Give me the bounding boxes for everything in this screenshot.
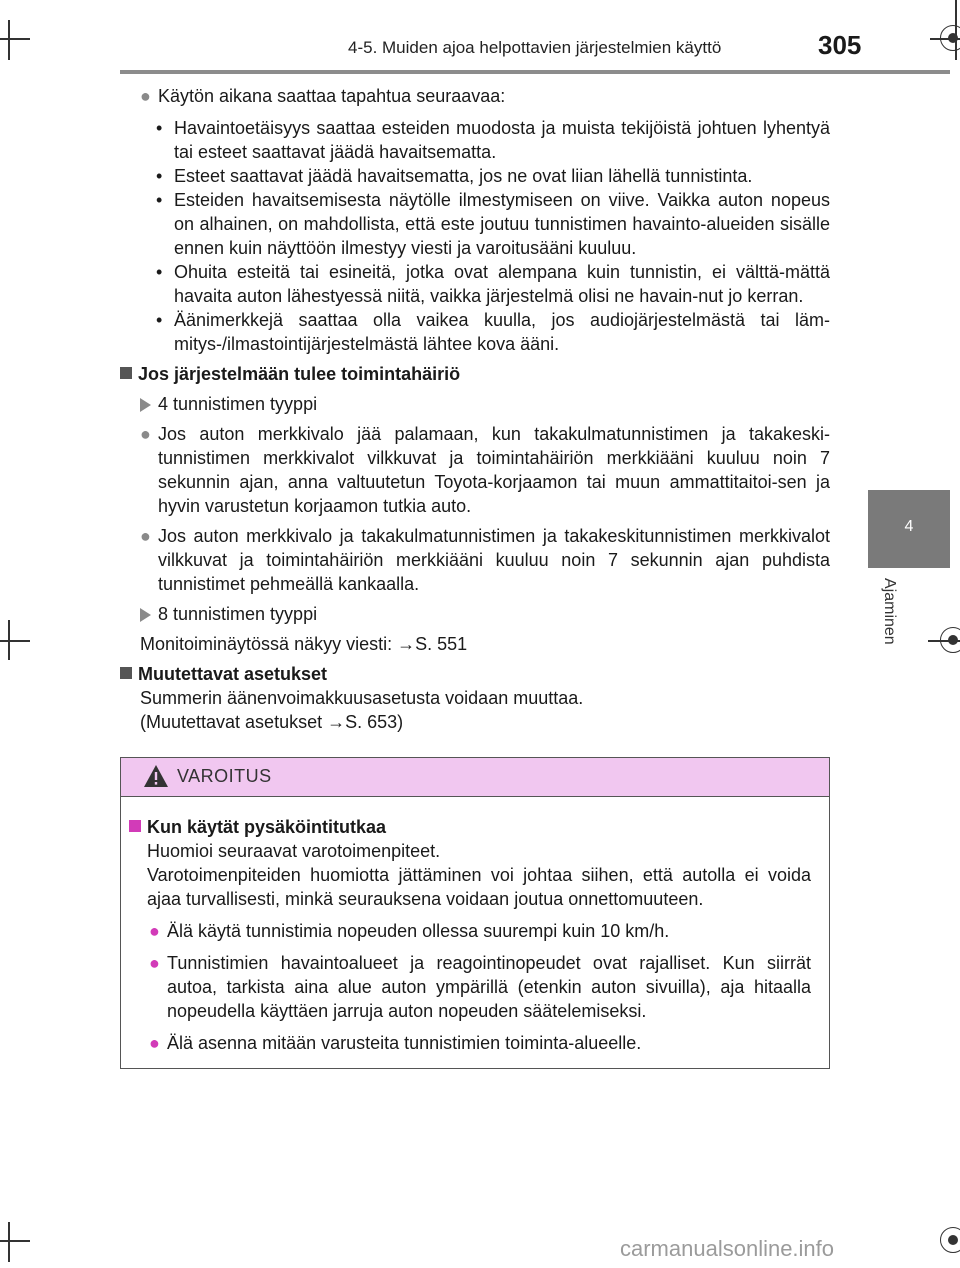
settings-link: (Muutettavat asetukset →S. 653) [140, 712, 404, 732]
sub-item: • Havaintoetäisyys saattaa esteiden muodosta ja muista tekijöistä johtuen lyhentyä tai esteet saattavat jäädä havaitsematta. [156, 118, 830, 162]
registration-mark [940, 1227, 960, 1253]
chapter-tab: 4 [868, 490, 950, 568]
square-bullet-icon [129, 820, 141, 832]
square-bullet-icon [120, 367, 132, 379]
triangle-icon [140, 398, 151, 412]
settings-text: Summerin äänenvoimakkuusasetusta voidaan muuttaa. [140, 688, 584, 708]
warning-heading: Kun käytät pysäköintitutkaa [129, 815, 811, 839]
dot-icon: • [156, 166, 163, 186]
watermark: carmanualsonline.info [620, 1236, 835, 1261]
header-rule [120, 70, 950, 74]
warning-intro: Varotoimenpiteiden huomiotta jättäminen voi johtaa siihen, että autolla ei voida ajaa turvallisesti, minkä seurauksena voidaan joutua onnettomuuteen. [147, 865, 811, 909]
warning-item: ● Älä asenna mitään varusteita tunnistimien toiminta-alueelle. [149, 1033, 642, 1053]
warning-title: VAROITUS [177, 766, 272, 786]
section-title: 4-5. Muiden ajoa helpottavien järjestelmien käyttö [348, 38, 722, 57]
bullet-icon: ● [140, 424, 151, 444]
crop-mark [8, 20, 10, 60]
list-item: ● Jos auton merkkivalo ja takakulmatunnistimen ja takakeskitunnistimen merkkivalot vilkkuvat ja toimintahäiriön merkkiääni kuuluu noin 7 sekunnin ajan puhdista tunnistimet pehmeällä kankaalla. [140, 526, 830, 594]
list-item [120, 84, 830, 108]
bullet-icon: ● [149, 953, 160, 973]
main-content [120, 84, 830, 734]
sub-item: • Äänimerkkejä saattaa olla vaikea kuulla, jos audiojärjestelmästä tai läm-mitys-/ilmastointijärjestelmästä lähtee kova ääni. [156, 310, 830, 354]
chapter-label: Ajaminen [881, 578, 898, 645]
section-heading: Muutettavat asetukset [120, 662, 830, 686]
crop-mark [8, 620, 10, 660]
type8-text: Monitoiminäytössä näkyy viesti: →S. 551 [140, 634, 468, 654]
crop-mark [8, 1222, 10, 1262]
subsection-label: 4 tunnistimen tyyppi [120, 392, 830, 416]
dot-icon: • [156, 118, 163, 138]
registration-mark [940, 25, 960, 51]
warning-item: ● Älä käytä tunnistimia nopeuden ollessa suurempi kuin 10 km/h. [149, 921, 670, 941]
sub-item: • Esteet saattavat jäädä havaitsematta, jos ne ovat liian lähellä tunnistinta. [156, 166, 753, 186]
dot-icon: • [156, 310, 163, 330]
warning-icon [143, 764, 169, 788]
warning-body [121, 797, 829, 1055]
warning-header [121, 758, 829, 797]
dot-icon: • [156, 190, 163, 210]
dot-icon: • [156, 262, 163, 282]
crop-mark [0, 1240, 30, 1242]
warning-box [120, 757, 830, 1069]
intro-bullet: Käytön aikana saattaa tapahtua seuraavaa: [158, 86, 506, 106]
bullet-icon: ● [140, 86, 151, 106]
crop-mark [0, 38, 30, 40]
list-item: ● Jos auton merkkivalo jää palamaan, kun takakulmatunnistimen ja takakeski-tunnistimen merkkivalot vilkkuvat ja toimintahäiriön merkkiääni kuuluu noin 7 sekunnin ajan, anna valtuutetun Toyota-korjaamon tai muun ammattitaitoi-sen ja hyvin varustetun korjaamon tutkia auto. [140, 424, 830, 516]
warning-intro: Huomioi seuraavat varotoimenpiteet. [147, 841, 441, 861]
bullet-icon: ● [140, 526, 151, 546]
bullet-icon: ● [149, 921, 160, 941]
page-number: 305 [818, 30, 862, 60]
section-heading: Jos järjestelmään tulee toimintahäiriö [120, 362, 830, 386]
bullet-icon: ● [149, 1033, 160, 1053]
triangle-icon [140, 608, 151, 622]
sub-item: • Esteiden havaitsemisesta näytölle ilmestymiseen on viive. Vaikka auton nopeus on alhainen, on mahdollista, että este joutuu tunnistimen havainto-alueiden sisälle ennen kuin näyttöön ilmestyy viesti ja varoitusääni kuuluu. [156, 190, 830, 258]
crop-mark [928, 640, 960, 642]
warning-item: ● Tunnistimien havaintoalueet ja reagointinopeudet ovat rajalliset. Kun siirrät autoa, tarkista aina alue auton ympärillä (etenkin auton sivuilla), aja hitaalla nopeudella käyttäen jarruja auton nopeuden säätelemiseksi. [149, 953, 811, 1021]
crop-mark [0, 640, 30, 642]
sub-item: • Ohuita esteitä tai esineitä, jotka ovat alempana kuin tunnistin, ei välttä-mättä havaita auton lähestyessä niitä, vaikka järjestelmä olisi ne havain-nut jo kerran. [156, 262, 830, 306]
subsection-label: 8 tunnistimen tyyppi [120, 602, 830, 626]
square-bullet-icon [120, 667, 132, 679]
